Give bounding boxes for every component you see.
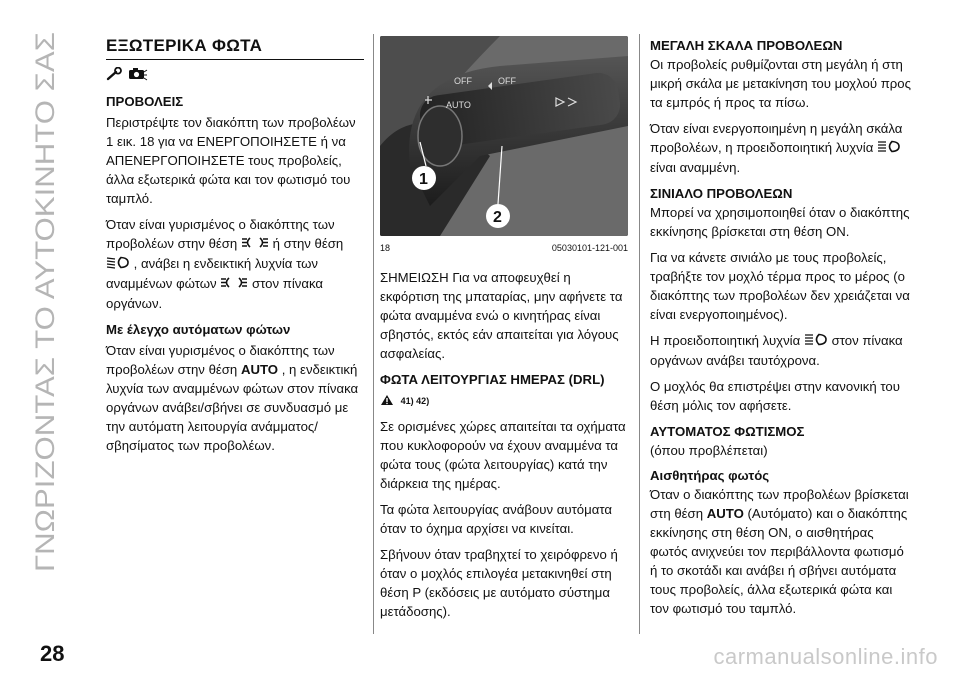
text-span: στον πίνακα οργάνων. (106, 276, 324, 312)
text-span: (Αυτόματο) και ο διακόπτης εκκίνησης στη θέση ON, ο αισθητήρας φωτός ανιχνεύει τον περιβάλλοντα φωτισμό ή το σκοτάδι και ανάβει ή σβήνει αυτόματα τους προβολείς, άλλα εξωτερικά φώτα και τον φωτισμό του ταμπλό. (650, 506, 908, 617)
text-span: , ανάβει η ενδεικτική λυχνία των αναμμένων φώτων (106, 256, 318, 292)
headlights-paragraph: Περιστρέψτε τον διακόπτη των προβολέων 1 εικ. 18 για να ΕΝΕΡΓΟΠΟΙΗΣΕΤΕ ή να ΑΠΕΝΕΡΓΟΠΟΙΗΣΕΤΕ τους προβολείς, άλλα εξωτερικά φώτα και τον φωτισμό του ταμπλό. (106, 115, 356, 207)
high-beam-icon (877, 139, 901, 158)
column-left (106, 36, 364, 462)
side-section-title (8, 12, 68, 612)
figure-code: 05030101-121-001 (551, 243, 628, 253)
figure-number: 18 (380, 243, 391, 253)
auto-keyword: AUTO (240, 362, 279, 378)
auto-lights-paragraph (106, 341, 364, 455)
drl-paragraph-2: Τα φώτα λειτουργίας ανάβουν αυτόματα όταν το όχημα αρχίσει να κινείται. (380, 502, 612, 537)
wrench-icon (106, 67, 124, 86)
page-number: 28 (40, 641, 65, 666)
watermark: carmanualsonline.info (713, 644, 938, 669)
section-icons (106, 66, 364, 86)
auto-lights-heading: Με έλεγχο αυτόματων φώτων (106, 322, 291, 338)
light-sensor-heading: Αισθητήρας φωτός (650, 468, 770, 484)
parking-lights-icon (220, 275, 248, 294)
text-span: Η προειδοποιητική λυχνία (650, 333, 801, 349)
headlights-heading: ΠΡΟΒΟΛΕΙΣ (106, 94, 184, 110)
auto-lighting-subheading: (όπου προβλέπεται) (650, 443, 768, 459)
auto-keyword: AUTO (706, 506, 744, 522)
text-span: , η ενδεικτική λυχνία των αναμμένων φώτων στον πίνακα οργάνων ανάβει/σβήνει σε συνδυασμό με την αυτόματη λειτουργία ανάμματος/σβησίματος των προβολέων. (106, 362, 359, 454)
figure-auto-label: AUTO (446, 100, 471, 110)
warning-icon (380, 392, 394, 411)
high-beam-icon (804, 332, 828, 351)
figure-off-label: OFF (498, 76, 516, 86)
high-beam-heading: ΜΕΓΑΛΗ ΣΚΑΛΑ ΠΡΟΒΟΛΕΩΝ (650, 38, 843, 53)
flash-paragraph-2: Για να κάνετε σινιάλο με τους προβολείς, τραβήξτε τον μοχλό τέρμα προς το μέρος (ο διακόπτης των προβολέων δεν χρειάζεται να είναι ενεργοποιημένος). (650, 250, 910, 323)
text-span: Όταν ο διακόπτης των προβολέων βρίσκεται στη θέση (650, 487, 909, 522)
text-span: είναι αναμμένη. (650, 160, 741, 176)
column-middle (380, 36, 628, 628)
drl-heading: ΦΩΤΑ ΛΕΙΤΟΥΡΓΙΑΣ ΗΜΕΡΑΣ (DRL) (380, 372, 605, 387)
drl-paragraph-3: Σβήνουν όταν τραβηχτεί το χειρόφρενο ή όταν ο μοχλός επιλογέα μετακινηθεί στη θέση P (εκδόσεις με αυτόματο σύστημα μετάδοσης). (380, 547, 618, 620)
flash-paragraph-3 (650, 331, 912, 370)
text-span: ή στην θέση (272, 236, 344, 252)
light-switch-figure (380, 36, 628, 236)
parking-lights-icon (241, 235, 269, 254)
column-divider (639, 34, 640, 634)
text-span: Όταν είναι γυρισμένος ο διακόπτης των προβολέων στην θέση (106, 217, 335, 252)
high-beam-paragraph-2 (650, 119, 912, 177)
high-beam-paragraph-1: Οι προβολείς ρυθμίζονται στη μεγάλη ή στη μικρή σκάλα με μετακίνηση του μοχλού προς τα εμπρός ή προς τα πίσω. (650, 57, 911, 110)
section-title: ΕΞΩΤΕΡΙΚΑ ΦΩΤΑ (106, 36, 364, 60)
text-span: στον πίνακα οργάνων ανάβει ταυτόχρονα. (650, 333, 903, 369)
drl-paragraph-1: Σε ορισμένες χώρες απαιτείται τα οχήματα που κυκλοφορούν να έχουν αναμμένα τα φώτα τους (φώτα λειτουργίας) κατά την διάρκεια της ημέρας. (380, 419, 626, 492)
figure-off-label: OFF (454, 76, 472, 86)
light-sensor-paragraph (650, 485, 912, 618)
warning-refs: 41) 42) (400, 396, 430, 407)
flash-paragraph-4: Ο μοχλός θα επιστρέψει στην κανονική του θέση μόλις τον αφήσετε. (650, 379, 900, 414)
position-paragraph (106, 215, 364, 313)
drl-warnings (380, 391, 628, 411)
column-right (650, 36, 912, 625)
camera-icon (128, 67, 148, 86)
side-title-text: ΓΝΩΡΙΖΟΝΤΑΣ ΤΟ ΑΥΤΟΚΙΝΗΤΟ ΣΑΣ (30, 104, 60, 572)
column-divider (373, 34, 374, 634)
flash-paragraph-1: Μπορεί να χρησιμοποιηθεί όταν ο διακόπτης εκκίνησης βρίσκεται στη θέση ON. (650, 205, 910, 240)
auto-lighting-heading: ΑΥΤΟΜΑΤΟΣ ΦΩΤΙΣΜΟΣ (650, 424, 805, 440)
flash-heading: ΣΙΝΙΑΛΟ ΠΡΟΒΟΛΕΩΝ (650, 186, 793, 202)
low-beam-icon (106, 255, 130, 274)
text-span: Όταν είναι γυρισμένος ο διακόπτης των προβολέων στην θέση (106, 343, 335, 378)
battery-note: ΣΗΜΕΙΩΣΗ Για να αποφευχθεί η εκφόρτιση της μπαταρίας, μην αφήνετε τα φώτα αναμμένα ενώ ο κινητήρας είναι σβηστός, εκτός εάν απαιτείται για λόγους ασφαλείας. (380, 270, 623, 361)
text-span: Όταν είναι ενεργοποιημένη η μεγάλη σκάλα προβολέων, η προειδοποιητική λυχνία (650, 121, 903, 155)
figure-caption (380, 239, 628, 258)
figure-callout-2: 2 (493, 209, 502, 226)
figure-callout-1: 1 (419, 171, 428, 188)
